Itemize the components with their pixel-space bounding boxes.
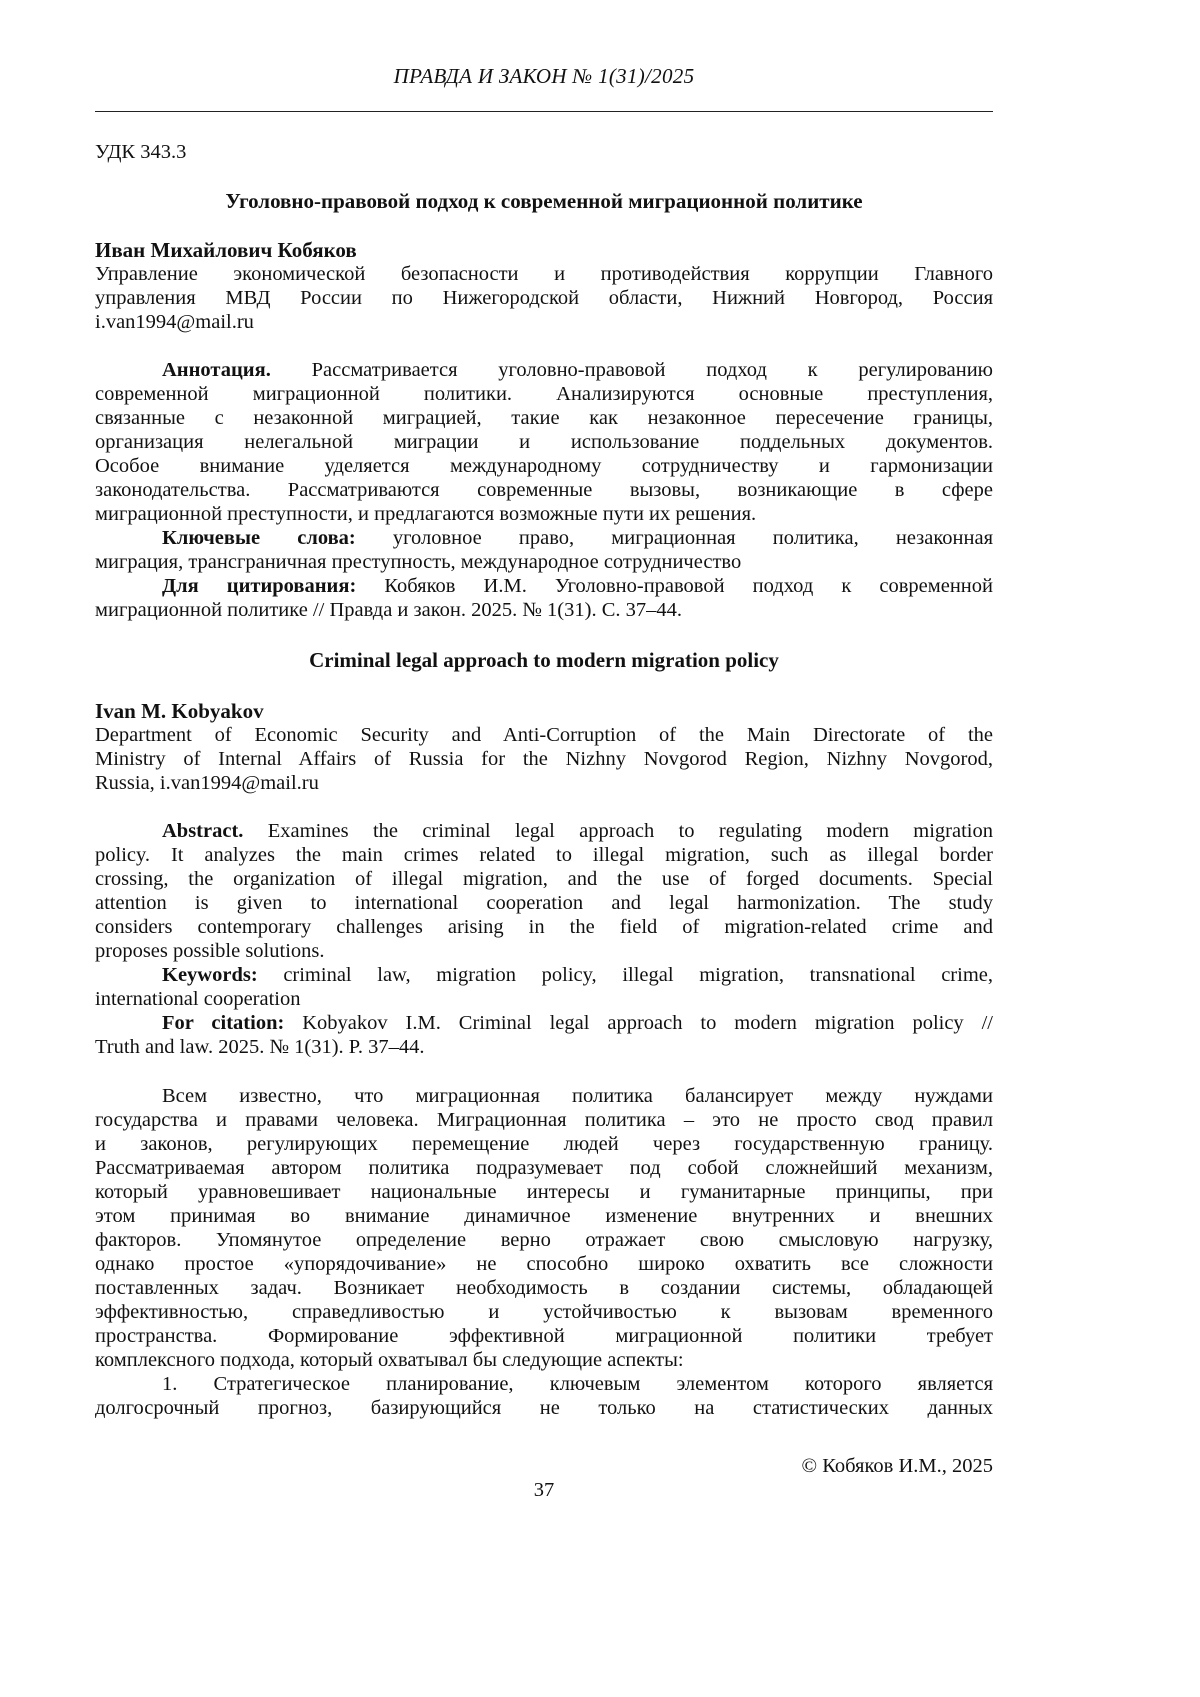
ru-author-block <box>95 238 993 334</box>
keywords-label: Ключевые слова: <box>162 527 356 549</box>
page-number-text: 37 <box>95 1478 993 1502</box>
keywords-line: миграция, трансграничная преступность, международное сотрудничество <box>95 550 993 574</box>
en-affiliation-line: Russia, i.van1994@mail.ru <box>95 771 993 795</box>
copyright-text: © Кобяков И.М., 2025 <box>95 1454 993 1478</box>
keywords-line <box>95 526 993 550</box>
citation-text: Кобяков И.М. Уголовно-правовой подход к современной <box>384 575 993 597</box>
en-author: Ivan M. Kobyakov <box>95 699 993 723</box>
body-line: Рассматриваемая автором политика подразумевает под собой сложнейший механизм, <box>95 1156 993 1180</box>
body-line: государства и правами человека. Миграционная политика – это не просто свод правил <box>95 1108 993 1132</box>
body-line: однако простое «упорядочивание» не способно широко охватить все сложности <box>95 1252 993 1276</box>
ru-affiliation-line: управления МВД России по Нижегородской области, Нижний Новгород, Россия <box>95 286 993 310</box>
body-line: Всем известно, что миграционная политика балансирует между нуждами <box>95 1084 993 1108</box>
citation-line: миграционной политике // Правда и закон. 2025. № 1(31). С. 37–44. <box>95 598 993 622</box>
header-divider <box>95 111 993 112</box>
page-number <box>95 1478 993 1502</box>
ru-affiliation-line: Управление экономической безопасности и противодействия коррупции Главного <box>95 262 993 286</box>
body-line: и законов, регулирующих перемещение людей через государственную границу. <box>95 1132 993 1156</box>
abstract-line: policy. It analyzes the main crimes related to illegal migration, such as illegal border <box>95 843 993 867</box>
citation-line <box>95 574 993 598</box>
body-line: эффективностью, справедливостью и устойчивостью к вызовам временного <box>95 1300 993 1324</box>
udk-text: УДК 343.3 <box>95 140 993 164</box>
abstract-line <box>95 819 993 843</box>
citation-line: Truth and law. 2025. № 1(31). P. 37–44. <box>95 1035 993 1059</box>
annotation-line <box>95 358 993 382</box>
en-title-text: Criminal legal approach to modern migration policy <box>95 648 993 672</box>
ru-annotation <box>95 358 993 622</box>
copyright <box>95 1454 993 1478</box>
en-abstract <box>95 819 993 1059</box>
citation-line <box>95 1011 993 1035</box>
annotation-text: Рассматривается уголовно-правовой подход к регулированию <box>312 359 993 381</box>
annotation-label: Аннотация. <box>162 359 271 381</box>
ru-email: i.van1994@mail.ru <box>95 310 993 334</box>
annotation-line: организация нелегальной миграции и использование поддельных документов. <box>95 430 993 454</box>
keywords-label: Keywords: <box>162 964 258 986</box>
annotation-line: связанные с незаконной миграцией, такие как незаконное пересечение границы, <box>95 406 993 430</box>
keywords-line <box>95 963 993 987</box>
body-line: этом принимая во внимание динамичное изменение внутренних и внешних <box>95 1204 993 1228</box>
annotation-line: современной миграционной политики. Анализируются основные преступления, <box>95 382 993 406</box>
body-line: факторов. Упомянутое определение верно отражает свою смысловую нагрузку, <box>95 1228 993 1252</box>
en-title <box>95 648 993 672</box>
body-line: долгосрочный прогноз, базирующийся не только на статистических данных <box>95 1396 993 1420</box>
abstract-line: proposes possible solutions. <box>95 939 993 963</box>
body-line: поставленных задач. Возникает необходимость в создании системы, обладающей <box>95 1276 993 1300</box>
citation-label: Для цитирования: <box>162 575 356 597</box>
ru-title <box>95 189 993 213</box>
abstract-label: Abstract. <box>162 820 243 842</box>
journal-header: ПРАВДА И ЗАКОН № 1(31)/2025 <box>95 64 993 89</box>
annotation-line: миграционной преступности, и предлагаются возможные пути их решения. <box>95 502 993 526</box>
abstract-text: Examines the criminal legal approach to regulating modern migration <box>268 820 993 842</box>
annotation-line: законодательства. Рассматриваются современные вызовы, возникающие в сфере <box>95 478 993 502</box>
annotation-line: Особое внимание уделяется международному сотрудничеству и гармонизации <box>95 454 993 478</box>
keywords-line: international cooperation <box>95 987 993 1011</box>
abstract-line: crossing, the organization of illegal migration, and the use of forged documents. Special <box>95 867 993 891</box>
ru-author: Иван Михайлович Кобяков <box>95 238 993 262</box>
citation-text: Kobyakov I.M. Criminal legal approach to modern migration policy // <box>302 1012 993 1034</box>
en-affiliation-line: Department of Economic Security and Anti-Corruption of the Main Directorate of the <box>95 723 993 747</box>
en-author-block <box>95 699 993 795</box>
abstract-line: attention is given to international cooperation and legal harmonization. The study <box>95 891 993 915</box>
abstract-line: considers contemporary challenges arising in the field of migration-related crime and <box>95 915 993 939</box>
body-line: комплексного подхода, который охватывал бы следующие аспекты: <box>95 1348 993 1372</box>
ru-title-text: Уголовно-правовой подход к современной миграционной политике <box>95 189 993 213</box>
citation-label: For citation: <box>162 1012 284 1034</box>
body-line: пространства. Формирование эффективной миграционной политики требует <box>95 1324 993 1348</box>
body-text <box>95 1084 993 1420</box>
udk-code <box>95 140 993 164</box>
keywords-text: уголовное право, миграционная политика, незаконная <box>393 527 993 549</box>
en-affiliation-line: Ministry of Internal Affairs of Russia for the Nizhny Novgorod Region, Nizhny Novgorod, <box>95 747 993 771</box>
keywords-text: criminal law, migration policy, illegal migration, transnational crime, <box>283 964 993 986</box>
body-line: который уравновешивает национальные интересы и гуманитарные принципы, при <box>95 1180 993 1204</box>
body-line: 1. Стратегическое планирование, ключевым элементом которого является <box>95 1372 993 1396</box>
